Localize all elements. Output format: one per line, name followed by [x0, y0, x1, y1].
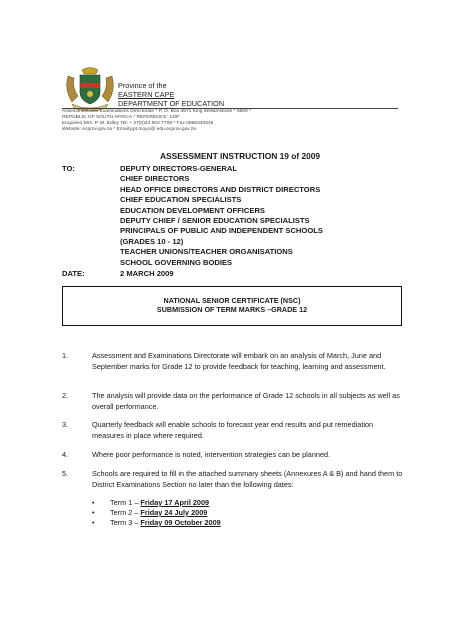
term-date: Friday 09 October 2009 [140, 518, 221, 527]
term-label: Term 3 – [110, 518, 141, 527]
paragraph-text: Assessment and Examinations Directorate will embark on an analysis of March, June and September marks for Grade 12 to provide feedback for teaching, learning and assessment. [92, 351, 386, 371]
paragraph-text: Schools are required to fill in the attached summary sheets (Annexures A & B) and hand them to District Examinations Section no later than the following dates: [92, 469, 403, 489]
recipient-line: DEPUTY DIRECTORS-GENERAL [120, 164, 238, 173]
paragraph-number: 1. [62, 351, 69, 360]
term-label: Term 2 – [110, 508, 141, 517]
recipient-line: CHIEF EDUCATION SPECIALISTS [120, 195, 242, 205]
recipient-line: CHIEF DIRECTORS [120, 174, 190, 184]
term-label: Term 1 – [110, 498, 141, 507]
contact-line: Website: ecprov.gov.za * Email:ppt.moyo@ edu.ecprov.gov.za [62, 127, 196, 132]
bullet-icon: • [92, 498, 95, 507]
contact-line: Enquiries Mrs. P. M. Edley Tel: + 27(0)43 604 7708 * Fax 0866330345 [62, 121, 214, 126]
subject-line-1: NATIONAL SENIOR CERTIFICATE (NSC) [163, 296, 301, 305]
province-name: EASTERN CAPE [118, 90, 175, 99]
paragraph-number: 4. [62, 450, 69, 459]
coat-of-arms-logo [62, 66, 118, 112]
recipient-line: SCHOOL GOVERNING BODIES [120, 257, 233, 267]
paragraph-number: 3. [62, 420, 69, 429]
term-date: Friday 24 July 2009 [140, 508, 208, 517]
recipient-line: (GRADES 10 - 12) [120, 236, 184, 246]
paragraph-number: 2. [62, 391, 69, 400]
term-item [110, 498, 209, 508]
bullet-icon: • [92, 518, 95, 527]
paragraph-text: The analysis will provide data on the performance of Grade 12 schools in all subjects as well as overall performance. [92, 391, 400, 411]
bullet-icon: • [92, 508, 95, 517]
date-label: DATE: [62, 269, 85, 278]
term-item [110, 518, 221, 528]
contact-line: REPUBLIC OF SOUTH AFRICA * REFERENCE: 13/P [62, 115, 180, 120]
contact-line: Assessment and Examinations Directorate * P. O. Box 4571 King Williamstown * 5600 * [62, 109, 252, 114]
recipient-line: EDUCATION DEVELOPMENT OFFICERS [120, 205, 265, 215]
recipient-line: PRINCIPALS OF PUBLIC AND INDEPENDENT SCHOOLS [120, 226, 323, 236]
province-of-the-text: Province of the [118, 81, 167, 90]
paragraph-text: Quarterly feedback will enable schools to forecast year end results and put remediation measures in place where required. [92, 420, 374, 440]
subject-line-2: SUBMISSION OF TERM MARKS –GRADE 12 [156, 305, 308, 314]
paragraph-text: Where poor performance is noted, intervention strategies can be planned. [92, 450, 331, 459]
term-date: Friday 17 April 2009 [140, 498, 210, 507]
department-name: DEPARTMENT OF EDUCATION [118, 99, 225, 108]
recipient-line: HEAD OFFICE DIRECTORS AND DISTRICT DIRECTORS [120, 184, 321, 194]
recipient-line: DEPUTY CHIEF / SENIOR EDUCATION SPECIALISTS [120, 216, 310, 225]
recipient-line: TEACHER UNIONS/TEACHER ORGANISATIONS [120, 247, 293, 257]
document-title: ASSESSMENT INSTRUCTION 19 of 2009 [160, 151, 321, 161]
date-value: 2 MARCH 2009 [120, 269, 174, 278]
to-label: TO: [62, 164, 75, 173]
paragraph-number: 5. [62, 469, 69, 478]
term-item [110, 508, 207, 518]
